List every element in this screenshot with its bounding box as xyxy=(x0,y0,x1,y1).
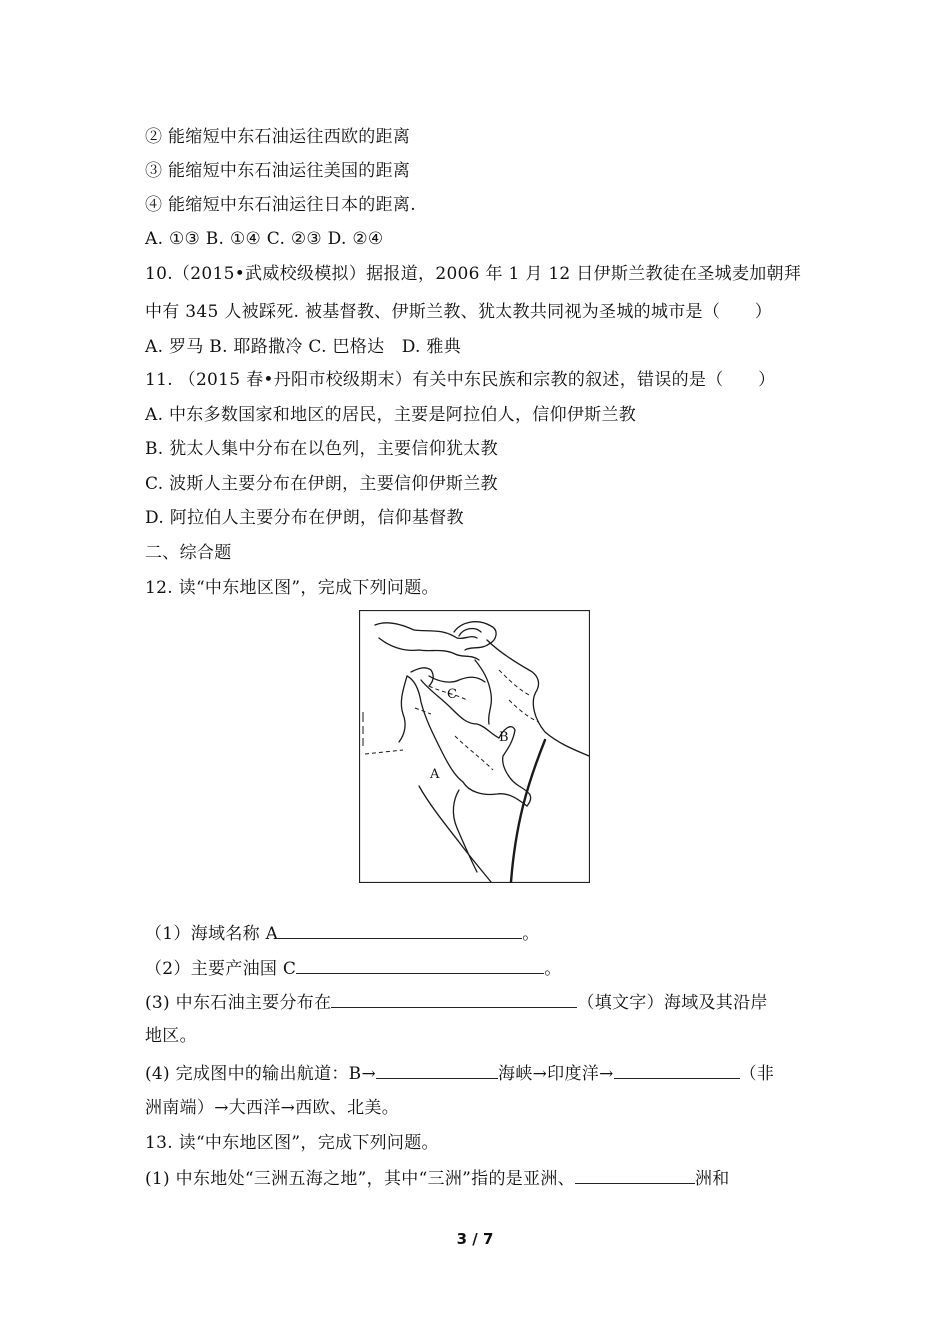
q11-option-b: B. 犹太人集中分布在以色列，主要信仰犹太教 xyxy=(145,439,498,459)
q11-option-d: D. 阿拉伯人主要分布在伊朗，信仰基督教 xyxy=(145,508,464,528)
page-number: 3 / 7 xyxy=(456,1230,494,1248)
q12-answer-blank-1[interactable] xyxy=(278,922,522,939)
q11-option-c: C. 波斯人主要分布在伊朗，主要信仰伊斯兰教 xyxy=(145,474,498,494)
q12-answer-blank-5[interactable] xyxy=(614,1062,740,1079)
q13-answer-blank-1[interactable] xyxy=(575,1167,695,1184)
q12-answer-blank-3[interactable] xyxy=(331,991,577,1008)
q12-answer-blank-4[interactable] xyxy=(376,1062,498,1079)
q11-stem: 11. （2015 春•丹阳市校级期末）有关中东民族和宗教的叙述，错误的是（ ） xyxy=(145,370,776,390)
q12-part-2-text: （2）主要产油国 C xyxy=(145,959,297,979)
q11-option-a: A. 中东多数国家和地区的居民，主要是阿拉伯人，信仰伊斯兰教 xyxy=(145,405,637,425)
map-label-a: A xyxy=(430,767,440,782)
q13-part-1 xyxy=(145,1167,730,1189)
q12-part-1 xyxy=(145,922,540,944)
q13-part-1-text: (1) 中东地处“三洲五海之地”，其中“三洲”指的是亚洲、 xyxy=(145,1169,575,1189)
q13-part-1-end: 洲和 xyxy=(694,1169,730,1189)
q12-part-1-end: 。 xyxy=(522,924,540,944)
section-heading: 二、综合题 xyxy=(145,543,232,563)
middle-east-map xyxy=(359,610,590,883)
q13-stem: 13. 读“中东地区图”，完成下列问题。 xyxy=(145,1133,439,1153)
q12-stem: 12. 读“中东地区图”，完成下列问题。 xyxy=(145,578,439,598)
q12-part-4-end: （非 xyxy=(739,1064,775,1084)
q12-part-3-text: (3) 中东石油主要分布在 xyxy=(145,993,332,1013)
q10-choices: A. 罗马 B. 耶路撒冷 C. 巴格达 D. 雅典 xyxy=(145,337,462,357)
q10-stem-line1: 10.（2015•武威校级模拟）据报道，2006 年 1 月 12 日伊斯兰教徒在圣城麦加朝拜 xyxy=(145,264,802,284)
q12-part-4-mid: 海峡→印度洋→ xyxy=(498,1064,614,1084)
q10-stem-line2: 中有 345 人被踩死. 被基督教、伊斯兰教、犹太教共同视为圣城的城市是（ ） xyxy=(145,302,773,322)
map-label-c: C xyxy=(447,687,457,702)
q12-part-3-end: （填文字）海域及其沿岸 xyxy=(577,993,768,1013)
q9-choices: A. ①③ B. ①④ C. ②③ D. ②④ xyxy=(145,229,384,249)
q12-part-1-text: （1）海域名称 A xyxy=(145,924,279,944)
map-label-b: B xyxy=(499,730,509,745)
q9-option-2: ② 能缩短中东石油运往西欧的距离 xyxy=(145,127,411,147)
q12-part-2-end: 。 xyxy=(544,959,562,979)
q12-part-3-line2: 地区。 xyxy=(145,1026,197,1046)
q12-part-4-line2: 洲南端）→大西洋→西欧、北美。 xyxy=(145,1098,399,1118)
q12-part-2 xyxy=(145,957,562,979)
q12-answer-blank-2[interactable] xyxy=(296,957,544,974)
q9-option-4: ④ 能缩短中东石油运往日本的距离. xyxy=(145,195,416,215)
q9-option-3: ③ 能缩短中东石油运往美国的距离 xyxy=(145,161,411,181)
q12-part-3 xyxy=(145,991,768,1013)
q12-part-4 xyxy=(145,1062,774,1084)
q12-part-4-text: (4) 完成图中的输出航道：B→ xyxy=(145,1064,377,1084)
